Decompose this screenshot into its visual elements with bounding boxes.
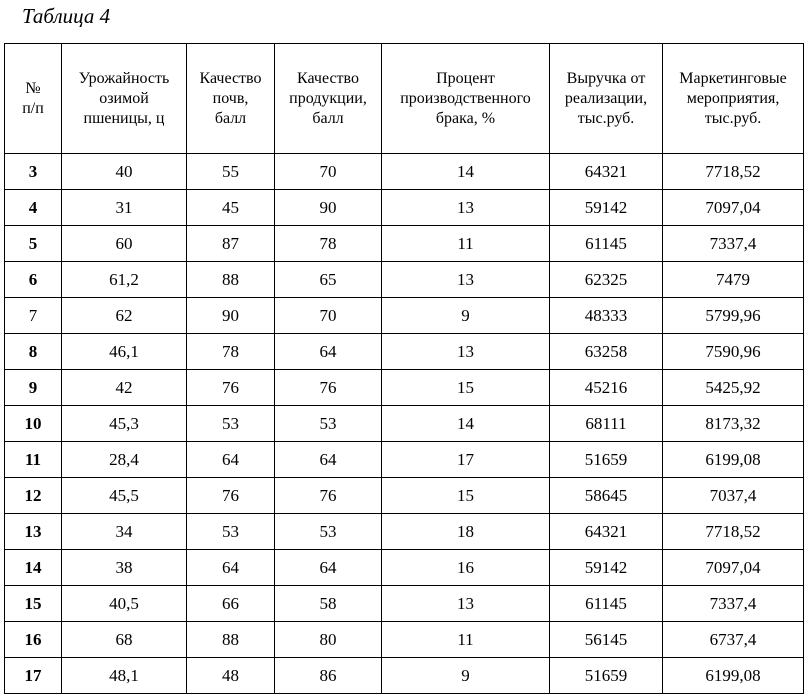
table-row — [5, 442, 804, 478]
cell-wheat-yield: 68 — [62, 622, 187, 658]
cell-wheat-yield: 61,2 — [62, 262, 187, 298]
cell-defect-percent: 15 — [382, 478, 550, 514]
cell-revenue: 64321 — [550, 154, 663, 190]
cell-marketing: 7479 — [663, 262, 804, 298]
cell-marketing: 7097,04 — [663, 550, 804, 586]
cell-wheat-yield: 28,4 — [62, 442, 187, 478]
cell-revenue: 59142 — [550, 190, 663, 226]
header-wheat-yield: Урожайность озимой пшеницы, ц — [62, 44, 187, 154]
header-product-quality: Качество продукции, балл — [275, 44, 382, 154]
header-row — [5, 44, 804, 154]
cell-product-quality: 53 — [275, 406, 382, 442]
cell-marketing: 5799,96 — [663, 298, 804, 334]
cell-row-number: 4 — [5, 190, 62, 226]
cell-row-number: 8 — [5, 334, 62, 370]
cell-wheat-yield: 45,3 — [62, 406, 187, 442]
cell-row-number: 14 — [5, 550, 62, 586]
cell-wheat-yield: 42 — [62, 370, 187, 406]
cell-marketing: 7590,96 — [663, 334, 804, 370]
table-caption: Таблица 4 — [22, 4, 111, 28]
cell-marketing: 8173,32 — [663, 406, 804, 442]
cell-row-number: 5 — [5, 226, 62, 262]
cell-revenue: 59142 — [550, 550, 663, 586]
table-row — [5, 298, 804, 334]
table-row — [5, 658, 804, 694]
cell-revenue: 61145 — [550, 226, 663, 262]
header-revenue: Выручка от реализации, тыс.руб. — [550, 44, 663, 154]
cell-defect-percent: 16 — [382, 550, 550, 586]
cell-wheat-yield: 34 — [62, 514, 187, 550]
cell-wheat-yield: 40,5 — [62, 586, 187, 622]
cell-row-number: 10 — [5, 406, 62, 442]
cell-defect-percent: 13 — [382, 262, 550, 298]
cell-revenue: 58645 — [550, 478, 663, 514]
cell-marketing: 7718,52 — [663, 514, 804, 550]
cell-wheat-yield: 40 — [62, 154, 187, 190]
cell-product-quality: 64 — [275, 442, 382, 478]
cell-defect-percent: 14 — [382, 154, 550, 190]
cell-revenue: 45216 — [550, 370, 663, 406]
cell-defect-percent: 9 — [382, 658, 550, 694]
table-row — [5, 334, 804, 370]
cell-soil-quality: 55 — [187, 154, 275, 190]
table-row — [5, 622, 804, 658]
cell-wheat-yield: 48,1 — [62, 658, 187, 694]
cell-defect-percent: 18 — [382, 514, 550, 550]
cell-defect-percent: 13 — [382, 334, 550, 370]
table-row — [5, 514, 804, 550]
cell-marketing: 5425,92 — [663, 370, 804, 406]
cell-soil-quality: 88 — [187, 622, 275, 658]
cell-revenue: 62325 — [550, 262, 663, 298]
cell-marketing: 6199,08 — [663, 442, 804, 478]
cell-product-quality: 86 — [275, 658, 382, 694]
cell-wheat-yield: 31 — [62, 190, 187, 226]
cell-soil-quality: 76 — [187, 478, 275, 514]
cell-product-quality: 78 — [275, 226, 382, 262]
header-defect-percent: Процент производственного брака, % — [382, 44, 550, 154]
table-row — [5, 586, 804, 622]
cell-revenue: 51659 — [550, 658, 663, 694]
header-soil-quality: Качество почв, балл — [187, 44, 275, 154]
cell-soil-quality: 88 — [187, 262, 275, 298]
cell-row-number: 9 — [5, 370, 62, 406]
cell-product-quality: 80 — [275, 622, 382, 658]
cell-row-number: 3 — [5, 154, 62, 190]
cell-revenue: 56145 — [550, 622, 663, 658]
data-table — [4, 43, 804, 694]
cell-product-quality: 65 — [275, 262, 382, 298]
cell-marketing: 7337,4 — [663, 226, 804, 262]
cell-soil-quality: 90 — [187, 298, 275, 334]
cell-marketing: 7037,4 — [663, 478, 804, 514]
cell-wheat-yield: 60 — [62, 226, 187, 262]
cell-row-number: 16 — [5, 622, 62, 658]
cell-product-quality: 58 — [275, 586, 382, 622]
cell-soil-quality: 53 — [187, 406, 275, 442]
cell-wheat-yield: 62 — [62, 298, 187, 334]
cell-wheat-yield: 45,5 — [62, 478, 187, 514]
cell-product-quality: 70 — [275, 298, 382, 334]
table-row — [5, 478, 804, 514]
cell-soil-quality: 66 — [187, 586, 275, 622]
cell-revenue: 63258 — [550, 334, 663, 370]
cell-defect-percent: 13 — [382, 190, 550, 226]
header-marketing: Маркетинговые мероприятия, тыс.руб. — [663, 44, 804, 154]
table-body — [5, 154, 804, 694]
cell-row-number: 12 — [5, 478, 62, 514]
cell-row-number: 11 — [5, 442, 62, 478]
cell-marketing: 7097,04 — [663, 190, 804, 226]
cell-defect-percent: 11 — [382, 226, 550, 262]
cell-revenue: 48333 — [550, 298, 663, 334]
cell-row-number: 13 — [5, 514, 62, 550]
cell-revenue: 61145 — [550, 586, 663, 622]
cell-product-quality: 64 — [275, 550, 382, 586]
cell-product-quality: 53 — [275, 514, 382, 550]
cell-revenue: 64321 — [550, 514, 663, 550]
header-row-number: № п/п — [5, 44, 62, 154]
cell-defect-percent: 15 — [382, 370, 550, 406]
table-row — [5, 550, 804, 586]
cell-soil-quality: 76 — [187, 370, 275, 406]
table-header — [5, 44, 804, 154]
table-row — [5, 154, 804, 190]
cell-row-number: 15 — [5, 586, 62, 622]
table-row — [5, 406, 804, 442]
cell-soil-quality: 64 — [187, 442, 275, 478]
cell-product-quality: 76 — [275, 370, 382, 406]
cell-soil-quality: 48 — [187, 658, 275, 694]
cell-soil-quality: 87 — [187, 226, 275, 262]
cell-marketing: 7337,4 — [663, 586, 804, 622]
cell-soil-quality: 53 — [187, 514, 275, 550]
cell-defect-percent: 17 — [382, 442, 550, 478]
cell-soil-quality: 64 — [187, 550, 275, 586]
table-row — [5, 262, 804, 298]
cell-soil-quality: 45 — [187, 190, 275, 226]
cell-row-number: 7 — [5, 298, 62, 334]
cell-product-quality: 76 — [275, 478, 382, 514]
cell-wheat-yield: 46,1 — [62, 334, 187, 370]
cell-revenue: 68111 — [550, 406, 663, 442]
cell-product-quality: 90 — [275, 190, 382, 226]
cell-defect-percent: 9 — [382, 298, 550, 334]
table-row — [5, 190, 804, 226]
cell-marketing: 6199,08 — [663, 658, 804, 694]
cell-defect-percent: 11 — [382, 622, 550, 658]
table-row — [5, 370, 804, 406]
cell-marketing: 6737,4 — [663, 622, 804, 658]
cell-row-number: 6 — [5, 262, 62, 298]
cell-wheat-yield: 38 — [62, 550, 187, 586]
cell-defect-percent: 14 — [382, 406, 550, 442]
cell-product-quality: 64 — [275, 334, 382, 370]
cell-soil-quality: 78 — [187, 334, 275, 370]
cell-defect-percent: 13 — [382, 586, 550, 622]
table-row — [5, 226, 804, 262]
cell-product-quality: 70 — [275, 154, 382, 190]
cell-revenue: 51659 — [550, 442, 663, 478]
cell-marketing: 7718,52 — [663, 154, 804, 190]
cell-row-number: 17 — [5, 658, 62, 694]
